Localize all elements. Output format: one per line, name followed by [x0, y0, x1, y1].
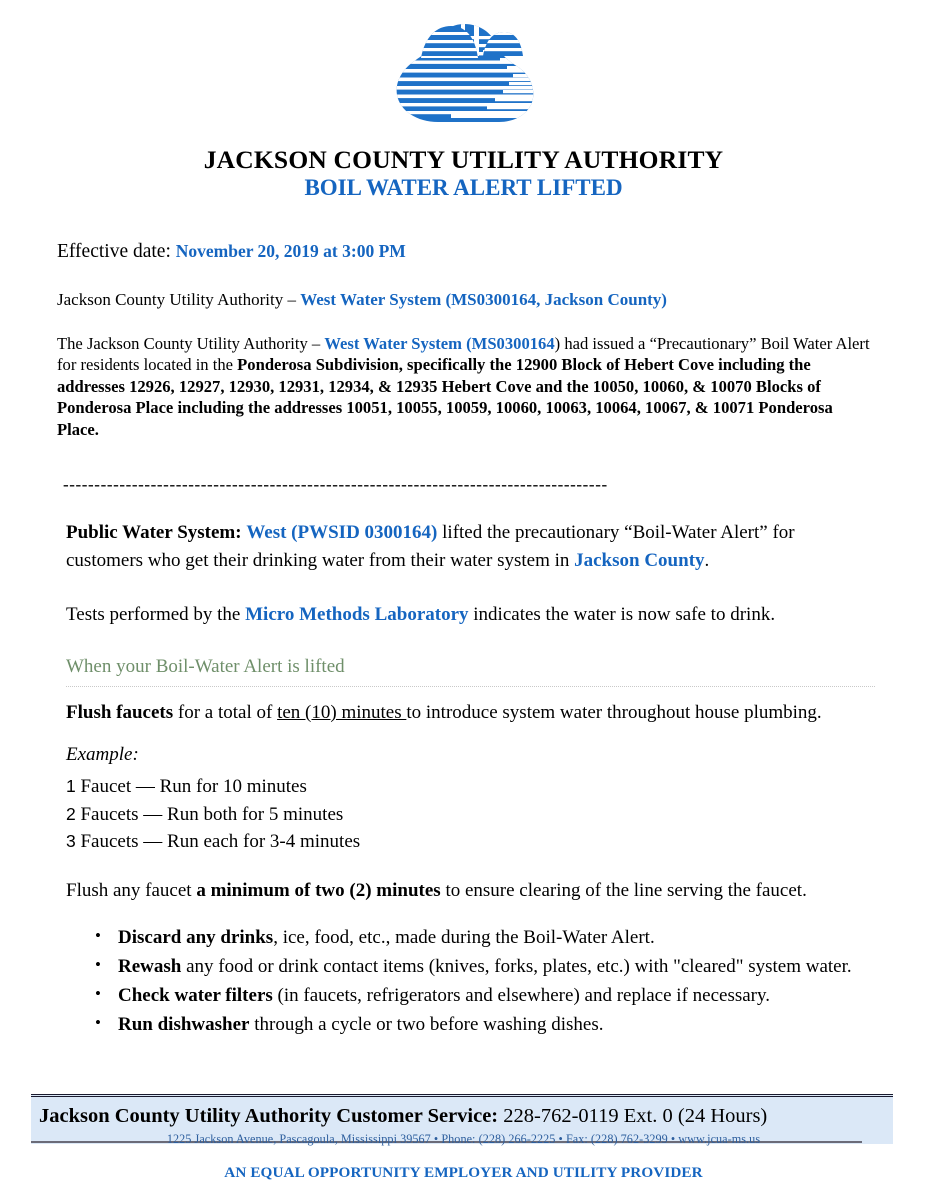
alert-system-highlight: West Water System (MS0300164 [324, 333, 555, 353]
faucet-text-1: Faucet — Run for 10 minutes [80, 775, 307, 797]
pws-county: Jackson County [574, 549, 705, 571]
alert-seg-3: ) had issued a “Precautionary” Boil Water Alert for residents located in the [57, 333, 870, 375]
example-label: Example: [66, 743, 139, 765]
customer-service-line [39, 1104, 899, 1129]
pws-end: . [704, 549, 710, 571]
list-item [57, 954, 875, 981]
customer-service-phone: 228-762-0119 Ext. 0 (24 Hours) [498, 1105, 768, 1127]
public-water-system-paragraph [66, 519, 875, 574]
faucet-text-2: Faucets — Run both for 5 minutes [80, 803, 344, 825]
example-faucet-list [66, 773, 875, 857]
bullet-4-rest: through a cycle or two before washing dishes. [249, 1013, 604, 1035]
list-item [57, 1012, 875, 1039]
flush-faucets-paragraph [66, 700, 875, 727]
jcua-logo [0, 18, 927, 128]
page-subtitle: BOIL WATER ALERT LIFTED [304, 175, 623, 200]
instruction-bullet-list [57, 925, 875, 1039]
effective-date-line [57, 240, 875, 264]
bullet-2-bold: Rewash [118, 955, 182, 977]
effective-date-label: Effective date: [57, 241, 171, 262]
bullet-3-bold: Check water filters [118, 984, 273, 1006]
bullet-1-bold: Discard any drinks [118, 926, 274, 948]
list-item [57, 925, 875, 952]
min-note-prefix: Flush any faucet [66, 880, 197, 902]
min-note-suffix: to ensure clearing of the line serving the faucet. [440, 880, 807, 902]
faucet-text-3: Faucets — Run each for 3-4 minutes [80, 831, 361, 853]
faucet-count-1: 1 [66, 775, 76, 796]
tests-paragraph [66, 601, 875, 629]
alert-addresses: Ponderosa Subdivision, specifically the 12900 Block of Hebert Cove including the addresses 12926, 12927, 12930, 12931, 12934, & 12935 Hebert Cove and the 10050, 10060, & 10070 Blocks of Ponderosa Place including the addresses 10051, 10055, 10059, 10060, 10063, 10064, 10067, & 10071 Ponderosa Place. [57, 355, 833, 439]
pws-mid-text: lifted the precautionary “Boil-Water Alert” for customers who get their drinking water from their water system in [66, 522, 795, 571]
footer-eeo-statement: AN EQUAL OPPORTUNITY EMPLOYER AND UTILITY PROVIDER [224, 1164, 703, 1181]
list-item [66, 773, 875, 801]
faucet-count-2: 2 [66, 803, 76, 824]
document-body [57, 240, 875, 1041]
bullet-2-rest: any food or drink contact items (knives, forks, plates, etc.) with "cleared" system water. [181, 955, 852, 977]
effective-date-value: November 20, 2019 at 3:00 PM [175, 241, 406, 261]
flush-duration: ten (10) minutes [277, 701, 407, 723]
footer-address-line: 1225 Jackson Avenue, Pascagoula, Mississippi 39567 • Phone: (228) 266-2225 • Fax: (228) 762-3299 • www.jcua-ms.us [166, 1132, 761, 1146]
tests-lab-name: Micro Methods Laboratory [245, 603, 469, 625]
water-system-line [57, 289, 875, 310]
section-heading-alert-lifted: When your Boil-Water Alert is lifted [66, 656, 875, 687]
tests-prefix: Tests performed by the [66, 603, 246, 625]
tests-suffix: indicates the water is now safe to drink. [468, 603, 776, 625]
bullet-4-bold: Run dishwasher [118, 1013, 250, 1035]
minimum-flush-note [66, 878, 875, 905]
bullet-1-rest: , ice, food, etc., made during the Boil-Water Alert. [273, 926, 655, 948]
flush-lead: Flush faucets [66, 701, 174, 723]
pws-label: Public Water System: [66, 522, 242, 544]
alert-paragraph [57, 333, 875, 441]
water-system-name: West Water System (MS0300164, Jackson County) [300, 290, 667, 310]
min-note-duration: a minimum of two (2) minutes [196, 880, 441, 902]
list-item [66, 801, 875, 829]
faucet-count-3: 3 [66, 831, 76, 852]
bullet-3-rest: (in faucets, refrigerators and elsewhere) and replace if necessary. [272, 984, 771, 1006]
pws-name: West (PWSID 0300164) [246, 522, 438, 544]
list-item [57, 983, 875, 1010]
customer-service-label: Jackson County Utility Authority Customer Service: [39, 1105, 499, 1127]
flush-mid-2: to introduce system water throughout house plumbing. [406, 701, 822, 723]
water-droplet-icon [391, 22, 537, 124]
list-item [66, 828, 875, 856]
flush-mid-1: for a total of [173, 701, 278, 723]
page-title: JACKSON COUNTY UTILITY AUTHORITY [203, 145, 724, 174]
water-system-prefix: Jackson County Utility Authority – [57, 290, 301, 310]
dashed-divider: --------------------------------------------------------------------------------------- [63, 476, 608, 495]
alert-seg-1: The Jackson County Utility Authority – [57, 333, 325, 353]
